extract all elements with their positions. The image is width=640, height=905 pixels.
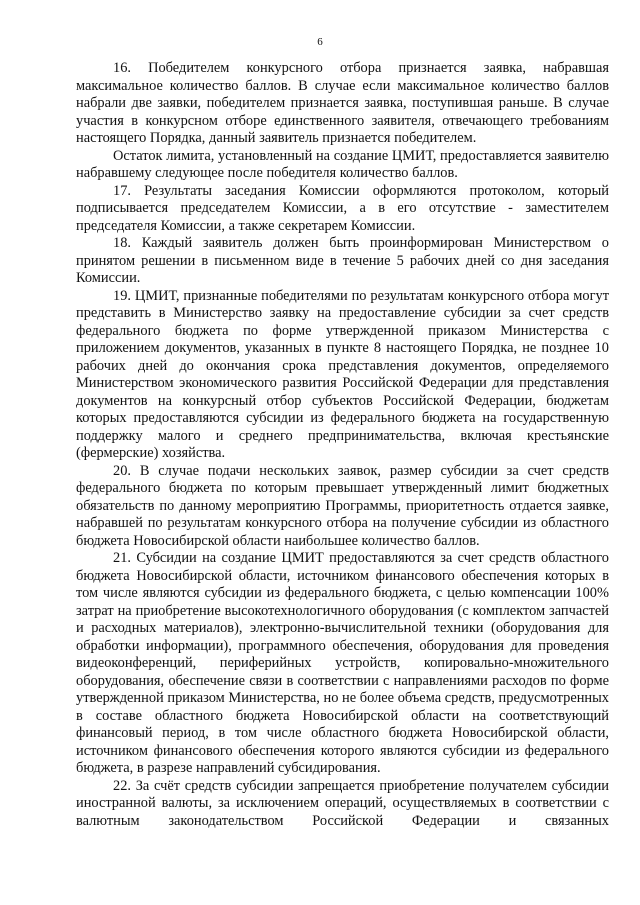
paragraph-18: 18. Каждый заявитель должен быть проинформирован Министерством о принятом решении в письменном виде в течение 5 рабочих дней со дня заседания Комиссии. — [76, 235, 609, 286]
paragraph-19: 19. ЦМИТ, признанные победителями по результатам конкурсного отбора могут представить в Министерство заявку на предоставление субсидии за счет средств федерального бюджета по форме утвержденной приказом Министерства с приложением документов, указанных в пункте 8 настоящего Порядка, не позднее 10 рабочих дней до окончания срока представления документов, определяемого Министерством экономического развития Российской Федерации для представления документов на конкурсный отбор субъектов Российской Федерации, бюджетам которых предоставляются субсидии из федерального бюджета на государственную поддержку малого и среднего предпринимательства, включая крестьянские (фермерские) хозяйства. — [76, 287, 609, 461]
page-number: 6 — [317, 36, 323, 48]
paragraph-remaining-limit: Остаток лимита, установленный на создание ЦМИТ, предоставляется заявителю набравшему следующее после победителя количество баллов. — [76, 147, 609, 181]
paragraph-20: 20. В случае подачи нескольких заявок, размер субсидии за счет средств федерального бюджета по которым превышает утвержденный лимит бюджетных обязательств по данному мероприятию Программы, приоритетность отдается заявке, набравшей по результатам конкурсного отбора на получение субсидии из областного бюджета Новосибирской области наибольшее количество баллов. — [76, 462, 609, 549]
paragraph-16: 16. Победителем конкурсного отбора признается заявка, набравшая максимальное количество баллов. В случае если максимальное количество баллов набрали две заявки, победителем признается заявка, поступившая раньше. В случае участия в конкурсном отборе единственного заявителя, отвечающего требованиям настоящего Порядка, данный заявитель признается победителем. — [76, 60, 609, 146]
paragraph-22: 22. За счёт средств субсидии запрещается приобретение получателем субсидии иностранной валюты, за исключением операций, осуществляемых в соответствии с валютным законодательством Российской Федерации и связанных — [76, 777, 609, 829]
paragraph-17: 17. Результаты заседания Комиссии оформляются протоколом, который подписывается председателем Комиссии, а в его отсутствие - заместителем председателя Комиссии, а также секретарем Комиссии. — [76, 182, 609, 234]
document-body — [76, 60, 609, 830]
paragraph-21: 21. Субсидии на создание ЦМИТ предоставляются за счет средств областного бюджета Новосибирской области, источником финансового обеспечения которых в том числе являются субсидии из федерального бюджета, с целью компенсации 100% затрат на приобретение высокотехнологичного оборудования (с комплектом запчастей и расходных материалов), электронно-вычислительной техники (оборудования для обработки информации), программного обеспечения, оборудования для проведения видеоконференций, периферийных устройств, копировально-множительного оборудования, обеспечение связи в соответствии с направлениями расходов по форме утвержденной приказом Министерства, но не более объема средств, предусмотренных в составе областного бюджета Новосибирской области на соответствующий финансовый период, в том числе областного бюджета Новосибирской области, источником финансового обеспечения которого являются субсидии из федерального бюджета, в разрезе направлений субсидирования. — [76, 550, 609, 776]
